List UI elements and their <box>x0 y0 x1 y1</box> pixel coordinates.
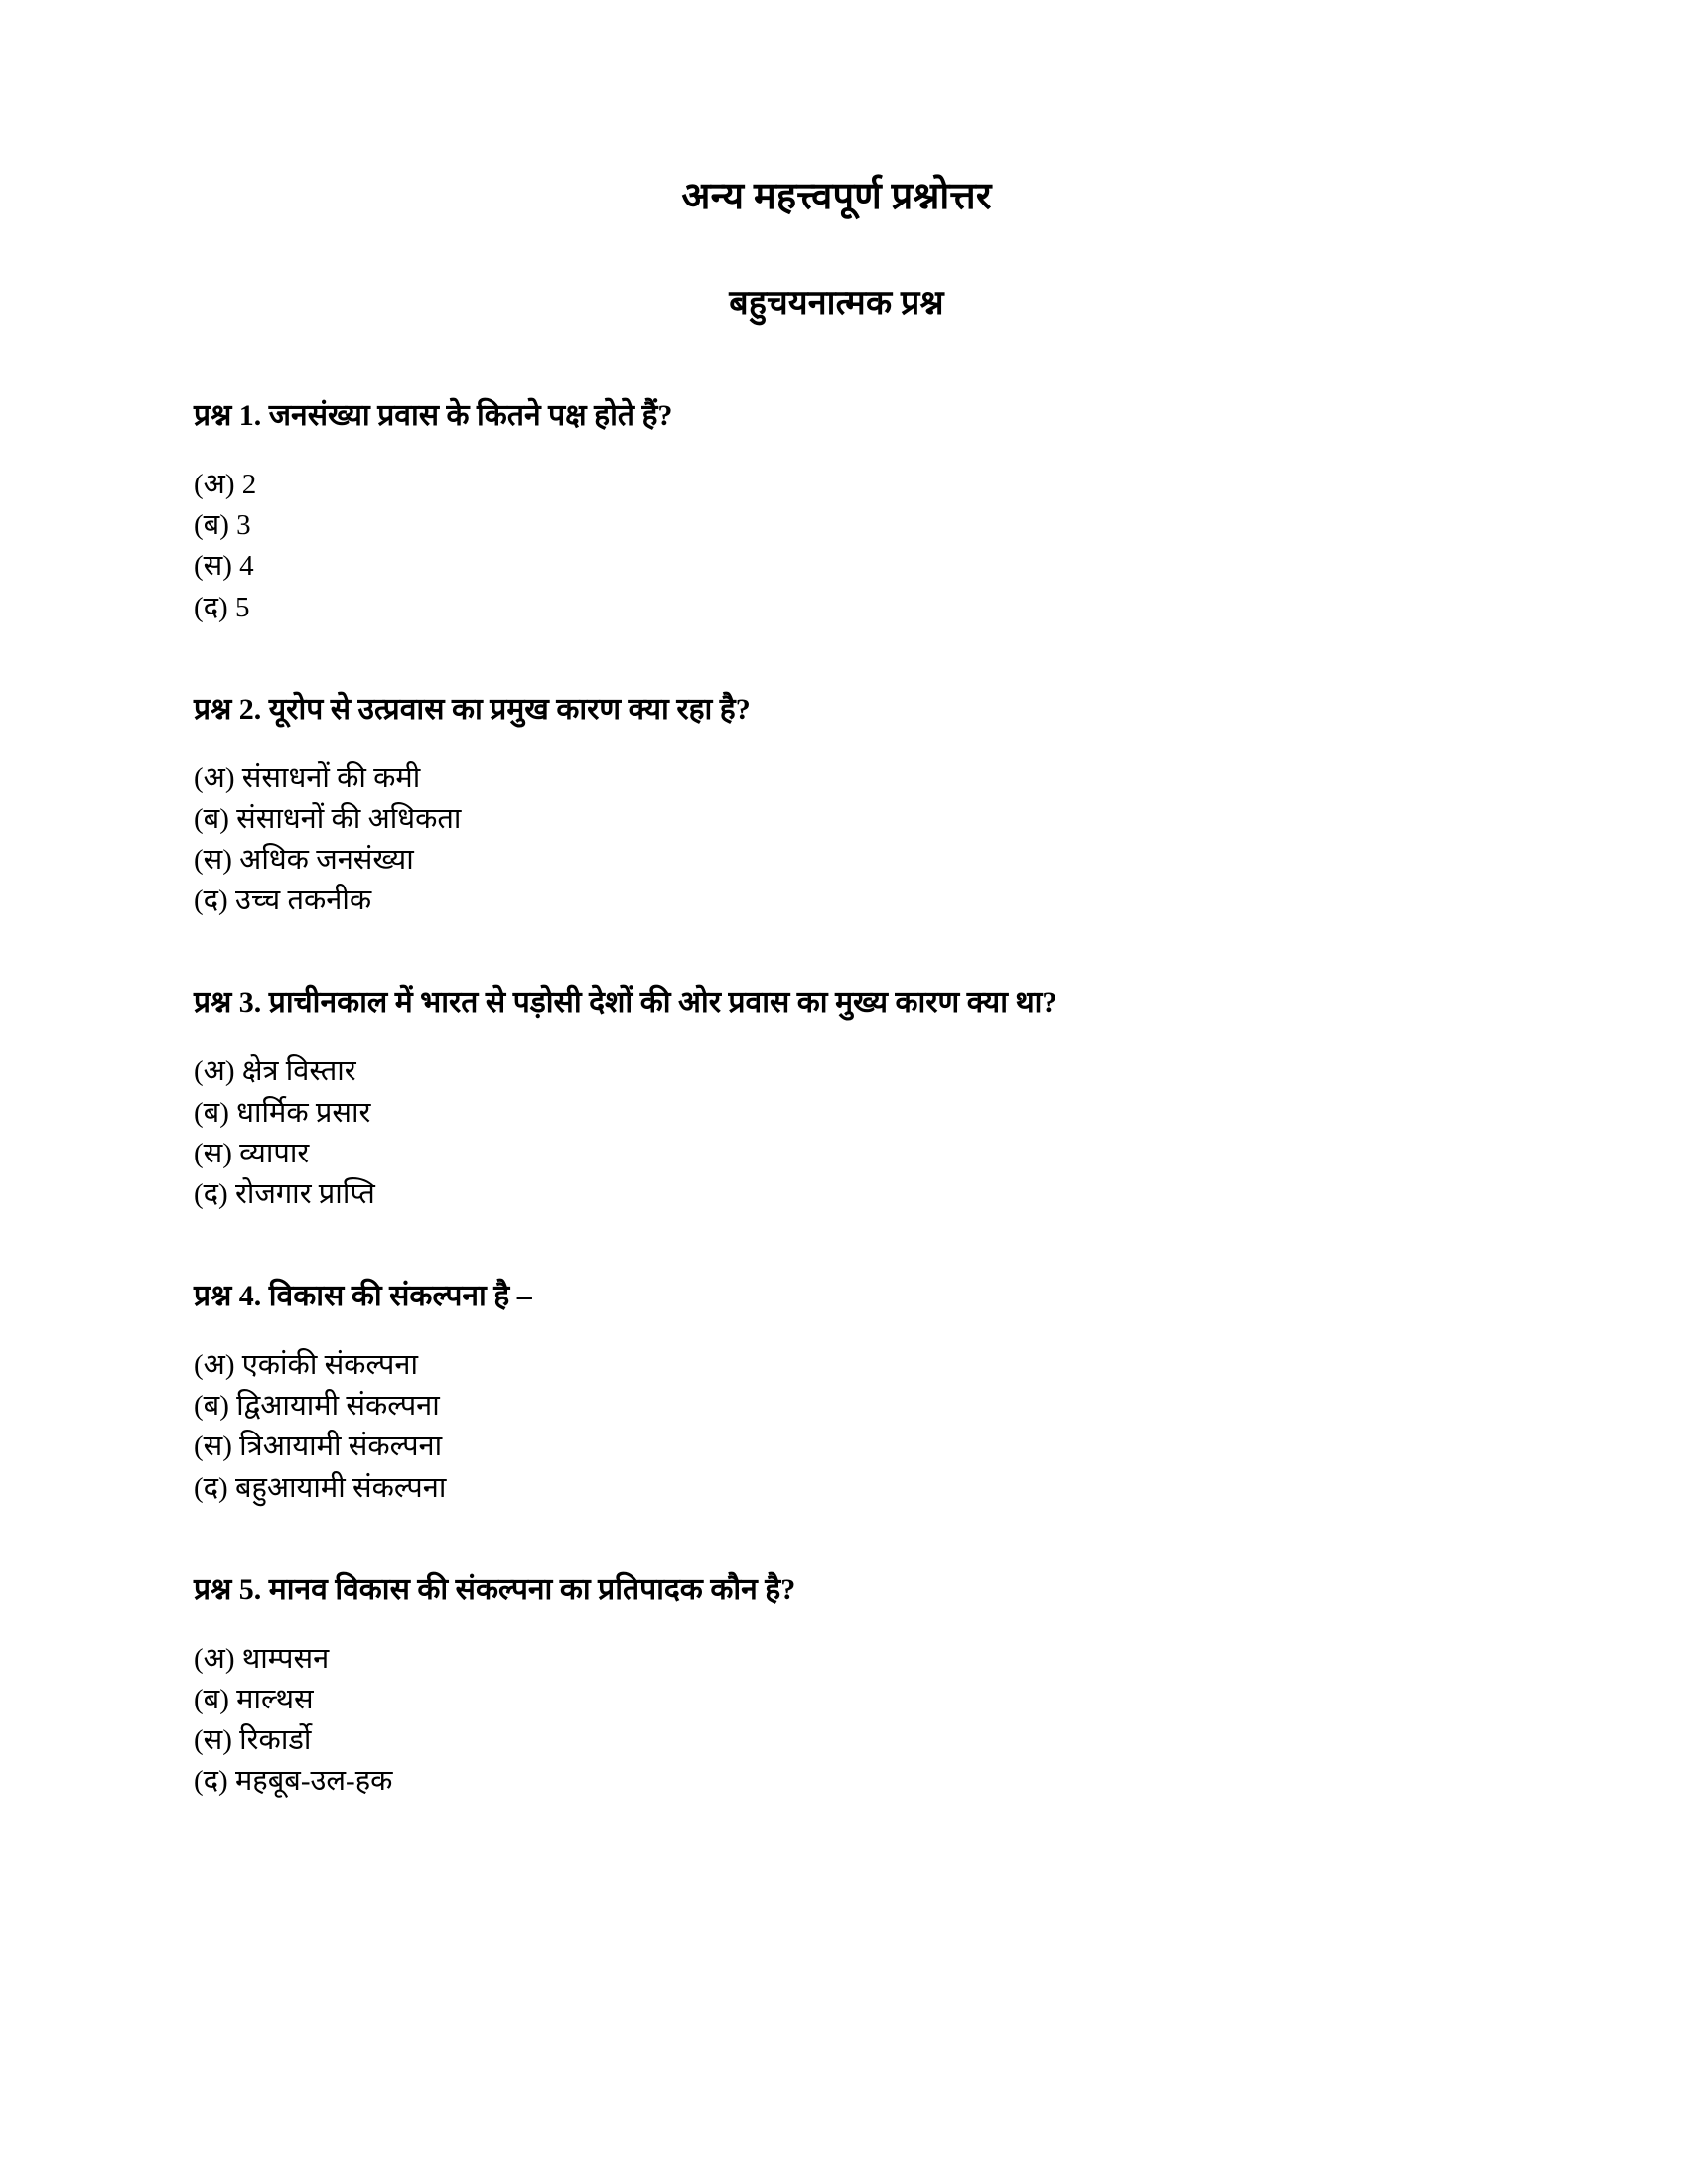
question-block-3 <box>194 983 1479 1215</box>
option-item[interactable]: (ब) माल्थस <box>194 1683 314 1715</box>
option-item[interactable]: (द) महबूब-उल-हक <box>194 1765 393 1798</box>
option-item[interactable]: (ब) संसाधनों की अधिकता <box>194 802 462 835</box>
option-item[interactable]: (ब) 3 <box>194 509 251 542</box>
page-title: अन्य महत्त्वपूर्ण प्रश्नोत्तर <box>681 176 992 217</box>
question-block-2 <box>194 690 1479 922</box>
option-item[interactable]: (स) अधिक जनसंख्या <box>194 844 414 877</box>
option-list <box>194 1639 1479 1803</box>
question-text: प्रश्न 4. विकास की संकल्पना है – <box>194 1280 532 1313</box>
option-list <box>194 465 1479 628</box>
question-text: प्रश्न 2. यूरोप से उत्प्रवास का प्रमुख कारण क्या रहा है? <box>194 692 751 726</box>
option-item[interactable]: (स) 4 <box>194 550 254 583</box>
option-list <box>194 758 1479 922</box>
option-item[interactable]: (अ) 2 <box>194 469 257 500</box>
option-item[interactable]: (द) बहुआयामी संकल्पना <box>194 1471 447 1504</box>
question-text: प्रश्न 1. जनसंख्या प्रवास के कितने पक्ष होते हैं? <box>194 399 673 432</box>
option-item[interactable]: (ब) द्विआयामी संकल्पना <box>194 1390 440 1423</box>
question-block-4 <box>194 1277 1479 1509</box>
option-item[interactable]: (अ) थाम्पसन <box>194 1642 330 1675</box>
question-text: प्रश्न 5. मानव विकास की संकल्पना का प्रतिपादक कौन है? <box>194 1572 796 1606</box>
option-item[interactable]: (स) रिकार्डो <box>194 1724 312 1757</box>
option-item[interactable]: (द) 5 <box>194 591 250 623</box>
section-subtitle: बहुचयनात्मक प्रश्न <box>729 284 944 322</box>
option-item[interactable]: (स) त्रिआयामी संकल्पना <box>194 1431 443 1463</box>
option-item[interactable]: (द) रोजगार प्राप्ति <box>194 1177 375 1210</box>
option-item[interactable]: (अ) एकांकी संकल्पना <box>194 1349 418 1382</box>
option-item[interactable]: (अ) संसाधनों की कमी <box>194 761 421 794</box>
question-block-5 <box>194 1570 1479 1803</box>
option-list <box>194 1345 1479 1509</box>
option-item[interactable]: (अ) क्षेत्र विस्तार <box>194 1055 356 1088</box>
option-item[interactable]: (द) उच्च तकनीक <box>194 885 372 917</box>
option-item[interactable]: (स) व्यापार <box>194 1137 310 1169</box>
question-block-1 <box>194 396 1479 628</box>
option-item[interactable]: (ब) धार्मिक प्रसार <box>194 1096 371 1129</box>
option-list <box>194 1051 1479 1215</box>
question-text: प्रश्न 3. प्राचीनकाल में भारत से पड़ोसी देशों की ओर प्रवास का मुख्य कारण क्या था? <box>194 986 1057 1020</box>
